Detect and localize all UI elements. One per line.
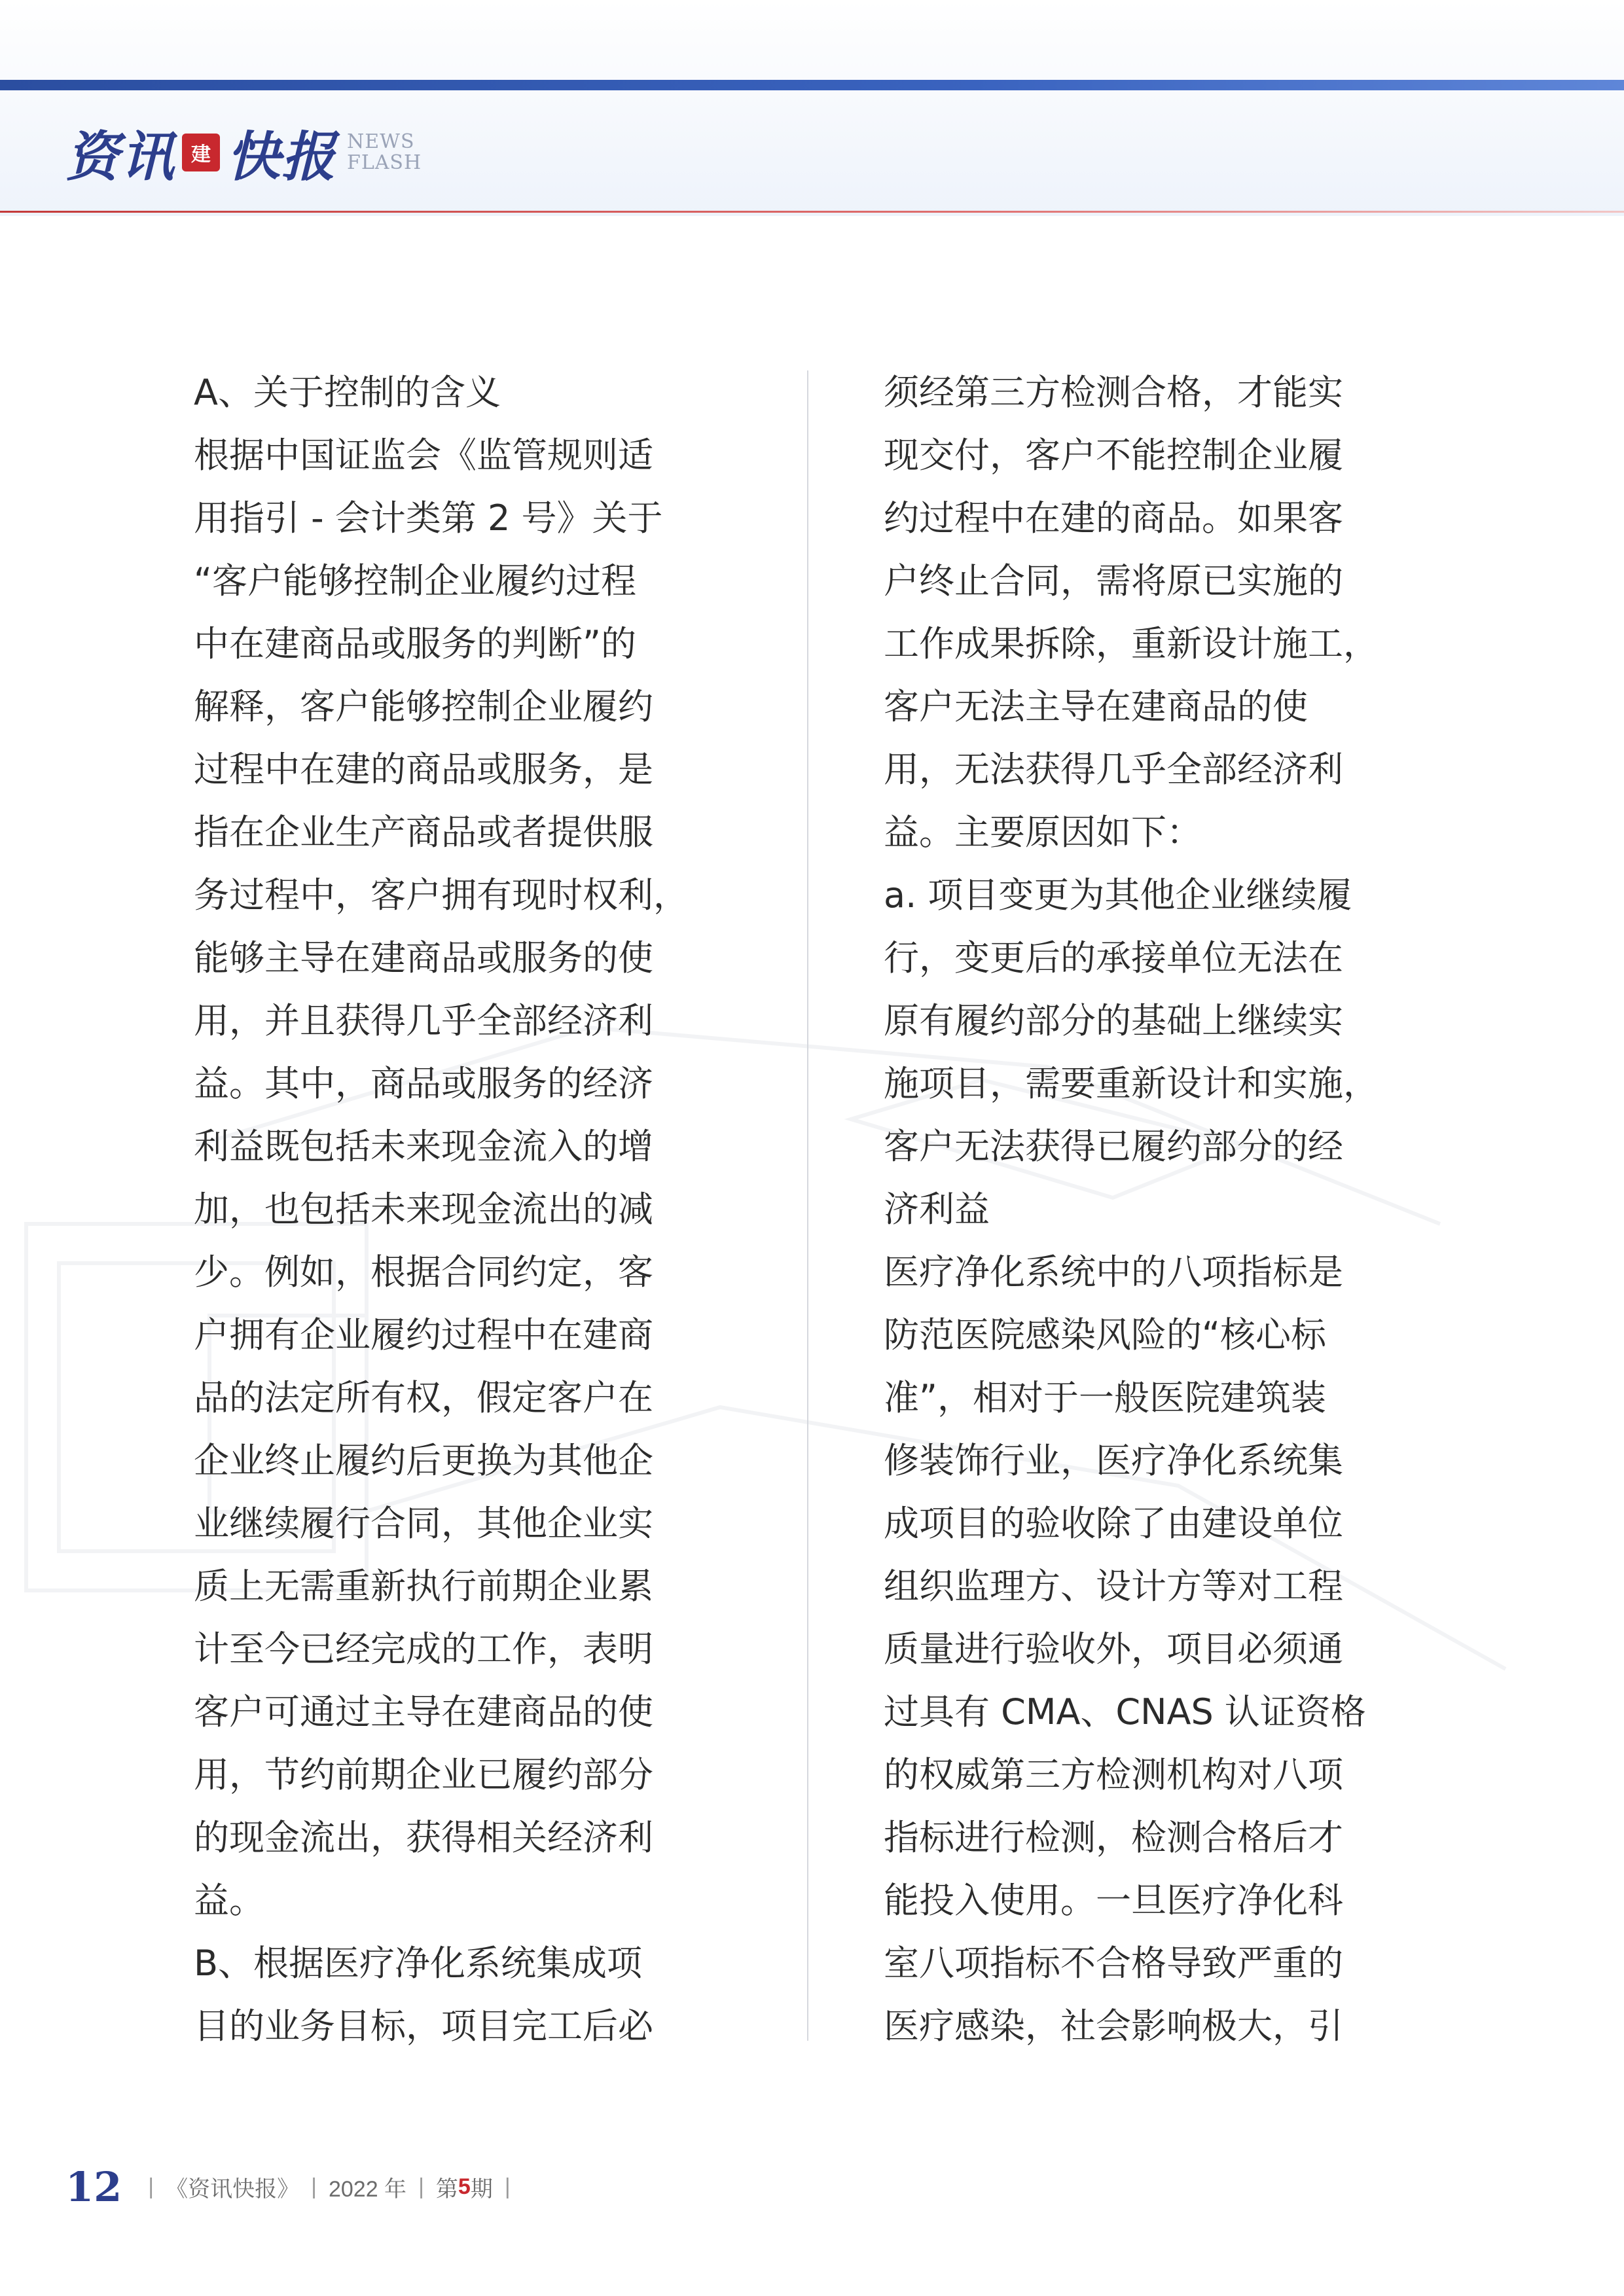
masthead-title-part1: 资讯 [65,125,175,188]
text-line: 行，变更后的承接单位无法在 [884,937,1343,978]
masthead-seal-icon: 建 [182,134,220,171]
masthead-title-part2: 快报 [226,125,336,188]
text-line: 室八项指标不合格导致严重的 [884,1943,1343,1984]
text-line: 客户无法主导在建商品的使 [884,686,1308,727]
text-line: 的现金流出，获得相关经济利 [194,1817,653,1858]
publication-name: 《资讯快报》 [166,2176,300,2202]
masthead-english-line2: FLASH [347,151,422,174]
text-line: 工作成果拆除，重新设计施工， [884,623,1379,664]
page-number: 12 [65,2162,122,2211]
text-line: 益。主要原因如下： [884,812,1202,853]
text-line: a. 项目变更为其他企业继续履 [884,874,1352,916]
masthead-english [347,132,422,173]
text-line: 医疗感染，社会影响极大，引 [884,2005,1343,2047]
text-line: 客户可通过主导在建商品的使 [194,1691,653,1732]
masthead-english-line1: NEWS [347,130,415,153]
left-text-column [194,361,704,2058]
text-line: “客户能够控制企业履约过程 [194,560,636,601]
text-line: 现交付，客户不能控制企业履 [884,435,1343,476]
text-line: A、关于控制的含义 [194,372,501,413]
masthead-logo [65,117,422,188]
text-line: 施项目，需要重新设计和实施， [884,1063,1379,1104]
text-line: 修装饰行业，医疗净化系统集 [884,1440,1343,1481]
text-line: 过程中在建的商品或服务，是 [194,749,653,790]
text-line: 能够主导在建商品或服务的使 [194,937,653,978]
issue-prefix: 第 [435,2176,458,2202]
text-line: 务过程中，客户拥有现时权利， [194,874,689,916]
header-top-stripe [0,80,1624,90]
text-line: 益。其中，商品或服务的经济 [194,1063,653,1104]
text-line: 客户无法获得已履约部分的经 [884,1126,1343,1167]
text-line: 用指引 - 会计类第 2 号》关于 [194,497,663,539]
text-line: 防范医院感染风险的“核心标 [884,1314,1326,1355]
text-line: 益。 [194,1880,264,1921]
text-line: 过具有 CMA、CNAS 认证资格 [884,1691,1366,1732]
text-line: 品的法定所有权，假定客户在 [194,1377,653,1418]
text-line: 户拥有企业履约过程中在建商 [194,1314,653,1355]
text-line: 能投入使用。一旦医疗净化科 [884,1880,1343,1921]
text-line: 准”，相对于一般医院建筑装 [884,1377,1326,1418]
text-line: 计至今已经完成的工作，表明 [194,1628,653,1670]
text-line: 用，并且获得几乎全部经济利 [194,1000,653,1041]
text-line: 医疗净化系统中的八项指标是 [884,1251,1343,1293]
text-line: 的权威第三方检测机构对八项 [884,1754,1343,1795]
text-line: 质量进行验收外，项目必须通 [884,1628,1343,1670]
publication-year: 2022 年 [328,2176,407,2202]
text-line: 指标进行检测，检测合格后才 [884,1817,1343,1858]
footer-separator: | [418,2174,424,2199]
text-line: 少。例如，根据合同约定，客 [194,1251,653,1293]
text-line: 户终止合同，需将原已实施的 [884,560,1343,601]
footer-separator: | [311,2174,317,2199]
text-line: B、根据医疗净化系统集成项 [194,1943,643,1984]
text-line: 目的业务目标，项目完工后必 [194,2005,653,2047]
text-line: 组织监理方、设计方等对工程 [884,1566,1343,1607]
text-line: 利益既包括未来现金流入的增 [194,1126,653,1167]
issue-suffix: 期 [470,2176,493,2202]
text-line: 质上无需重新执行前期企业累 [194,1566,653,1607]
text-line: 成项目的验收除了由建设单位 [884,1503,1343,1544]
right-text-column [884,361,1394,2058]
issue-number: 5 [458,2174,471,2199]
text-line: 约过程中在建的商品。如果客 [884,497,1343,539]
text-line: 原有履约部分的基础上继续实 [884,1000,1343,1041]
footer-separator: | [504,2174,511,2199]
text-line: 业继续履行合同，其他企业实 [194,1503,653,1544]
text-line: 企业终止履约后更换为其他企 [194,1440,653,1481]
text-line: 解释，客户能够控制企业履约 [194,686,653,727]
text-line: 用，节约前期企业已履约部分 [194,1754,653,1795]
page-footer [65,2157,522,2216]
text-line: 济利益 [884,1189,990,1230]
footer-separator: | [148,2174,154,2199]
text-line: 用，无法获得几乎全部经济利 [884,749,1343,790]
text-line: 根据中国证监会《监管规则适 [194,435,653,476]
column-divider [807,370,808,2041]
text-line: 加，也包括未来现金流出的减 [194,1189,653,1230]
header-divider [0,211,1624,213]
text-line: 中在建商品或服务的判断”的 [194,623,636,664]
text-line: 指在企业生产商品或者提供服 [194,812,653,853]
text-line: 须经第三方检测合格，才能实 [884,372,1343,413]
